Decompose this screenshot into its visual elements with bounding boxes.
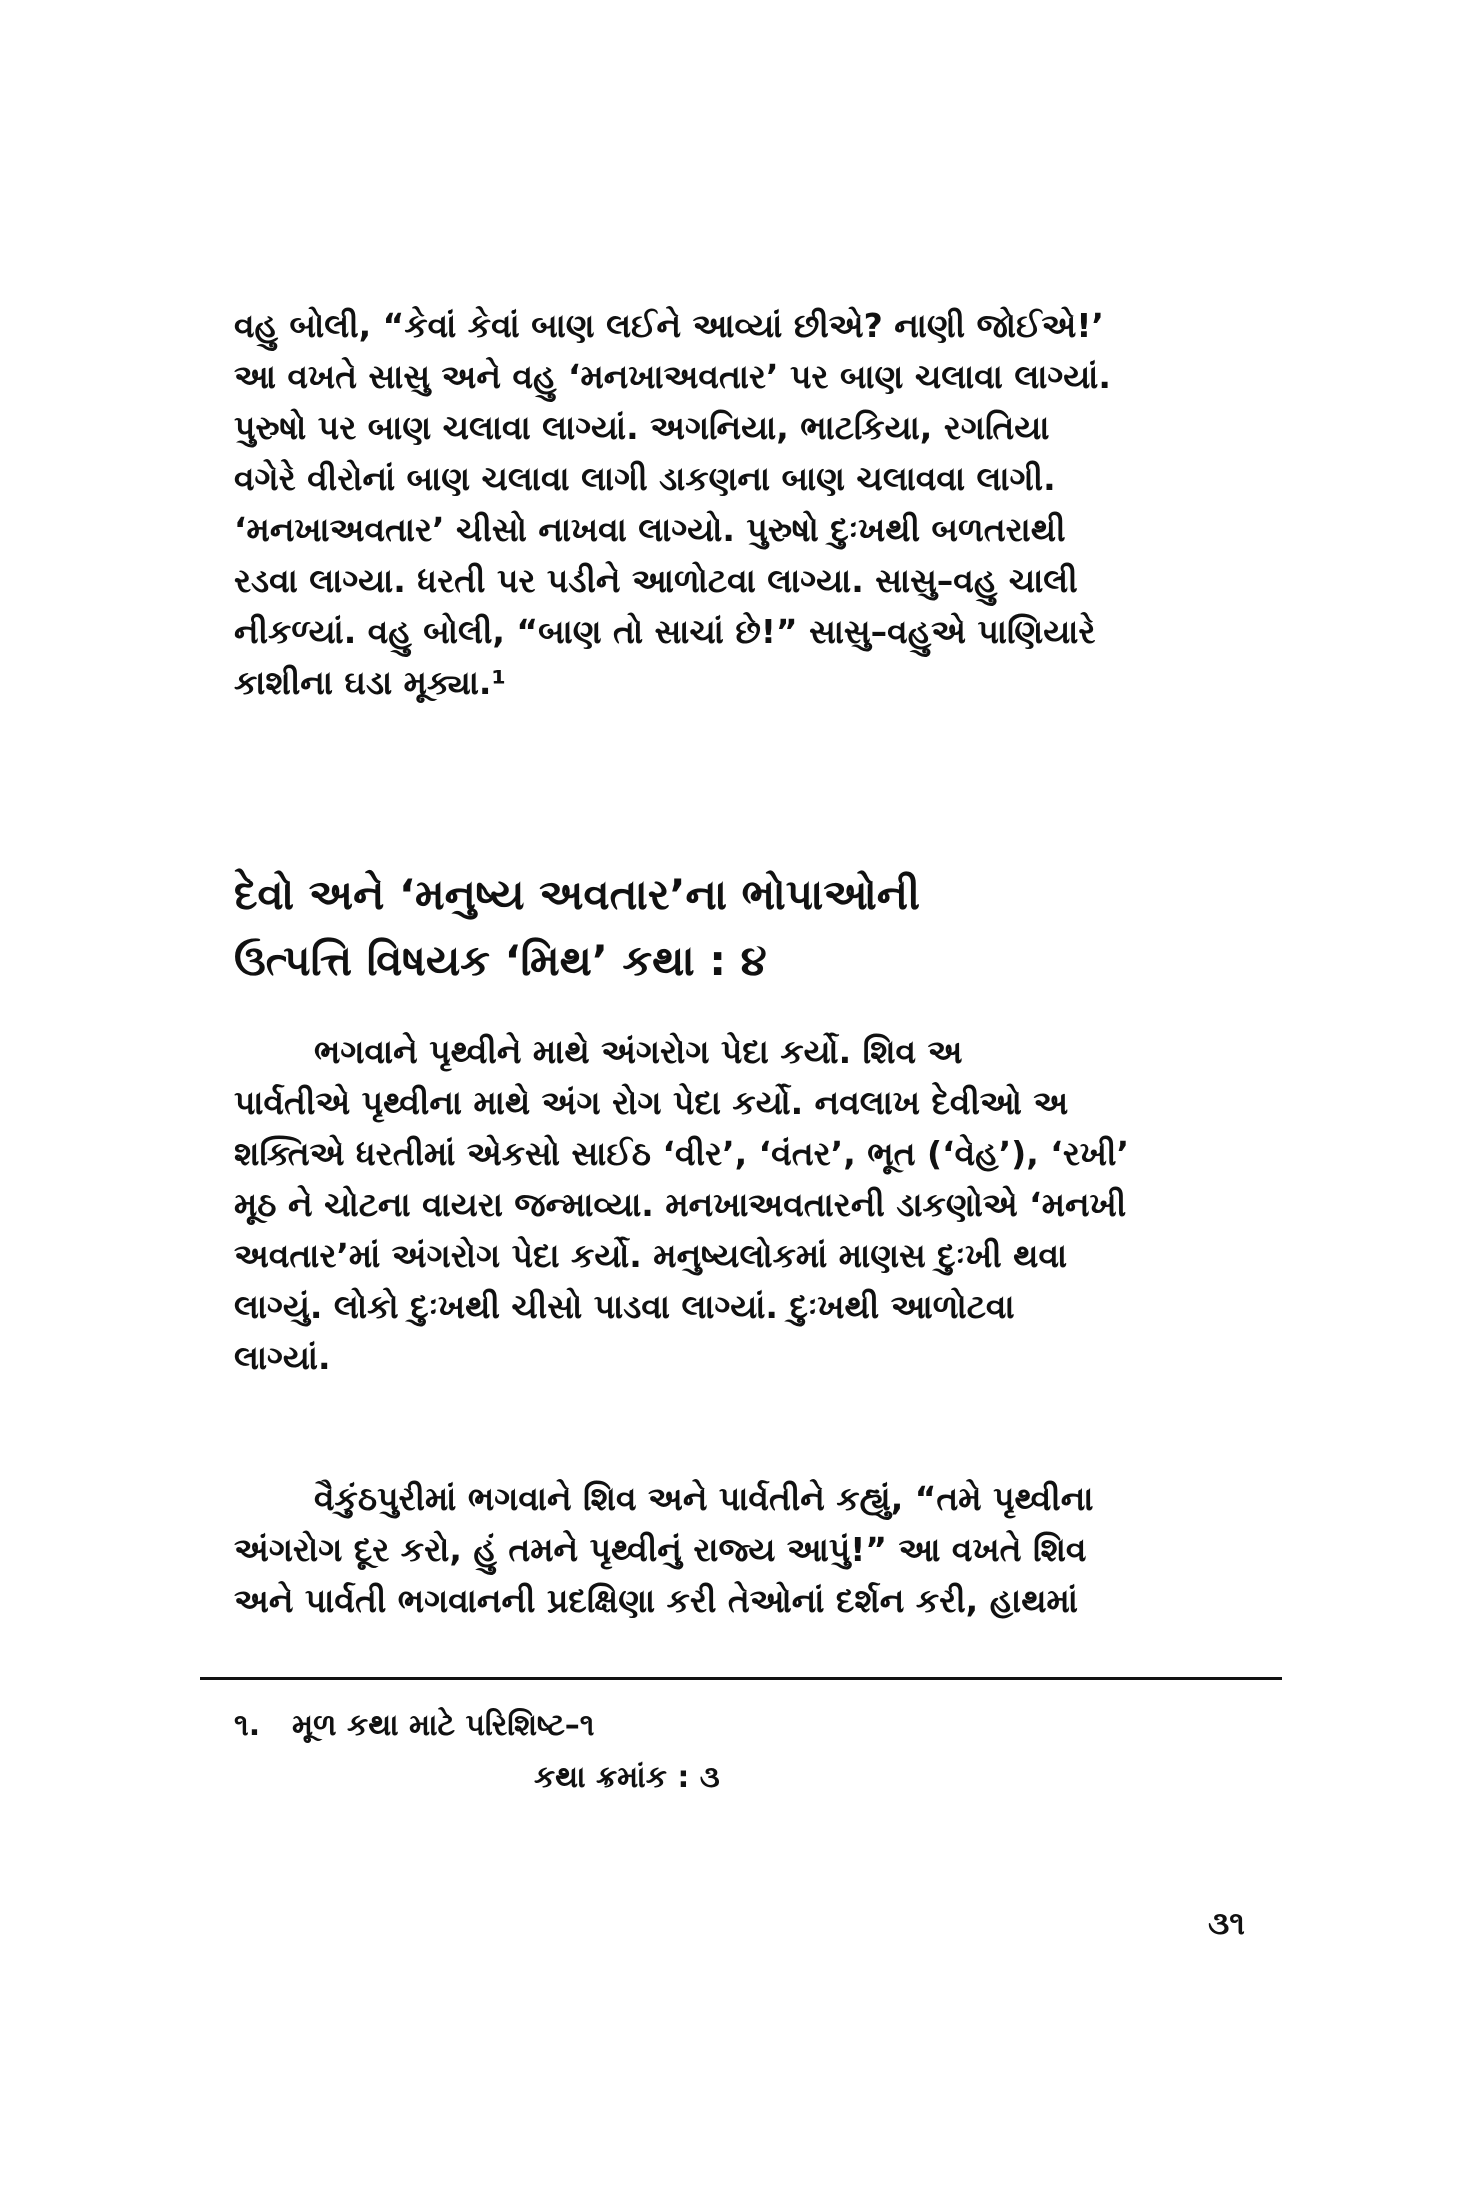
text-line: મૂઠ ને ચોટના વાયરા જન્માવ્યા. મનખાઅવતારની ડાકણોએ ‘મનખી	[234, 1185, 1127, 1224]
text-line: અંગરોગ દૂર કરો, હું તમને પૃથ્વીનું રાજ્ય આપું!” આ વખતે શિવ	[234, 1530, 1087, 1569]
text-line: અવતાર’માં અંગરોગ પેદા કર્યો. મનુષ્યલોકમાં માણસ દુઃખી થવા	[234, 1236, 1068, 1275]
footnote-text: મૂળ કથા માટે પરિશિષ્ટ–૧	[292, 1708, 595, 1743]
text-line: પાર્વતીએ પૃથ્વીના માથે અંગ રોગ પેદા કર્યો. નવલાખ દેવીઓ અ	[234, 1083, 1069, 1122]
footnote-divider	[200, 1677, 1282, 1680]
heading-line: દેવો અને ‘મનુષ્ય અવતાર’ના ભોપાઓની	[234, 870, 921, 919]
text-line: વૈકુંઠપુરીમાં ભગવાને શિવ અને પાર્વતીને કહ્યું, “તમે પૃથ્વીના	[314, 1479, 1094, 1518]
page-number: ૩૧	[1208, 1904, 1245, 1942]
text-line: વહુ બોલી, “કેવાં કેવાં બાણ લઈને આવ્યાં છીએ? નાણી જોઈએ!’	[234, 306, 1104, 345]
footnote	[234, 1700, 720, 1804]
paragraph-1	[234, 300, 1279, 708]
text-line: ‘મનખાઅવતાર’ ચીસો નાખવા લાગ્યો. પુરુષો દુઃખથી બળતરાથી	[234, 510, 1066, 549]
text-line: પુરુષો પર બાણ ચલાવા લાગ્યાં. અગનિયા, ભાટકિયા, રગતિયા	[234, 408, 1050, 447]
footnote-line: કથા ક્રમાંક : ૩	[534, 1760, 720, 1795]
section-heading	[234, 862, 1279, 994]
text-line: નીકળ્યાં. વહુ બોલી, “બાણ તો સાચાં છે!” સાસુ–વહુએ પાણિયારે	[234, 612, 1096, 651]
footnote-line	[234, 1700, 720, 1752]
text-line: અને પાર્વતી ભગવાનની પ્રદક્ષિણા કરી તેઓનાં દર્શન કરી, હાથમાં	[234, 1581, 1078, 1620]
paragraph-3	[234, 1473, 1279, 1626]
heading-line: ઉત્પત્તિ વિષયક ‘મિથ’ કથા : ૪	[234, 936, 767, 985]
text-line: શક્તિએ ધરતીમાં એકસો સાઈઠ ‘વીર’, ‘વંતર’, ભૂત (‘વેહ’), ‘રખી’	[234, 1134, 1129, 1173]
text-line: કાશીના ઘડા મૂક્યા.¹	[234, 663, 506, 702]
text-line: લાગ્યાં.	[234, 1338, 331, 1377]
text-line: વગેરે વીરોનાં બાણ ચલાવા લાગી ડાકણના બાણ ચલાવવા લાગી.	[234, 459, 1056, 498]
text-line: આ વખતે સાસુ અને વહુ ‘મનખાઅવતાર’ પર બાણ ચલાવા લાગ્યાં.	[234, 357, 1111, 396]
paragraph-2	[234, 1026, 1279, 1383]
footnote-number: ૧.	[234, 1708, 261, 1743]
text-line: લાગ્યું. લોકો દુઃખથી ચીસો પાડવા લાગ્યાં. દુઃખથી આળોટવા	[234, 1287, 1015, 1326]
text-line: રડવા લાગ્યા. ધરતી પર પડીને આળોટવા લાગ્યા. સાસુ–વહુ ચાલી	[234, 561, 1078, 600]
text-line: ભગવાને પૃથ્વીને માથે અંગરોગ પેદા કર્યો. શિવ અ	[314, 1032, 963, 1071]
